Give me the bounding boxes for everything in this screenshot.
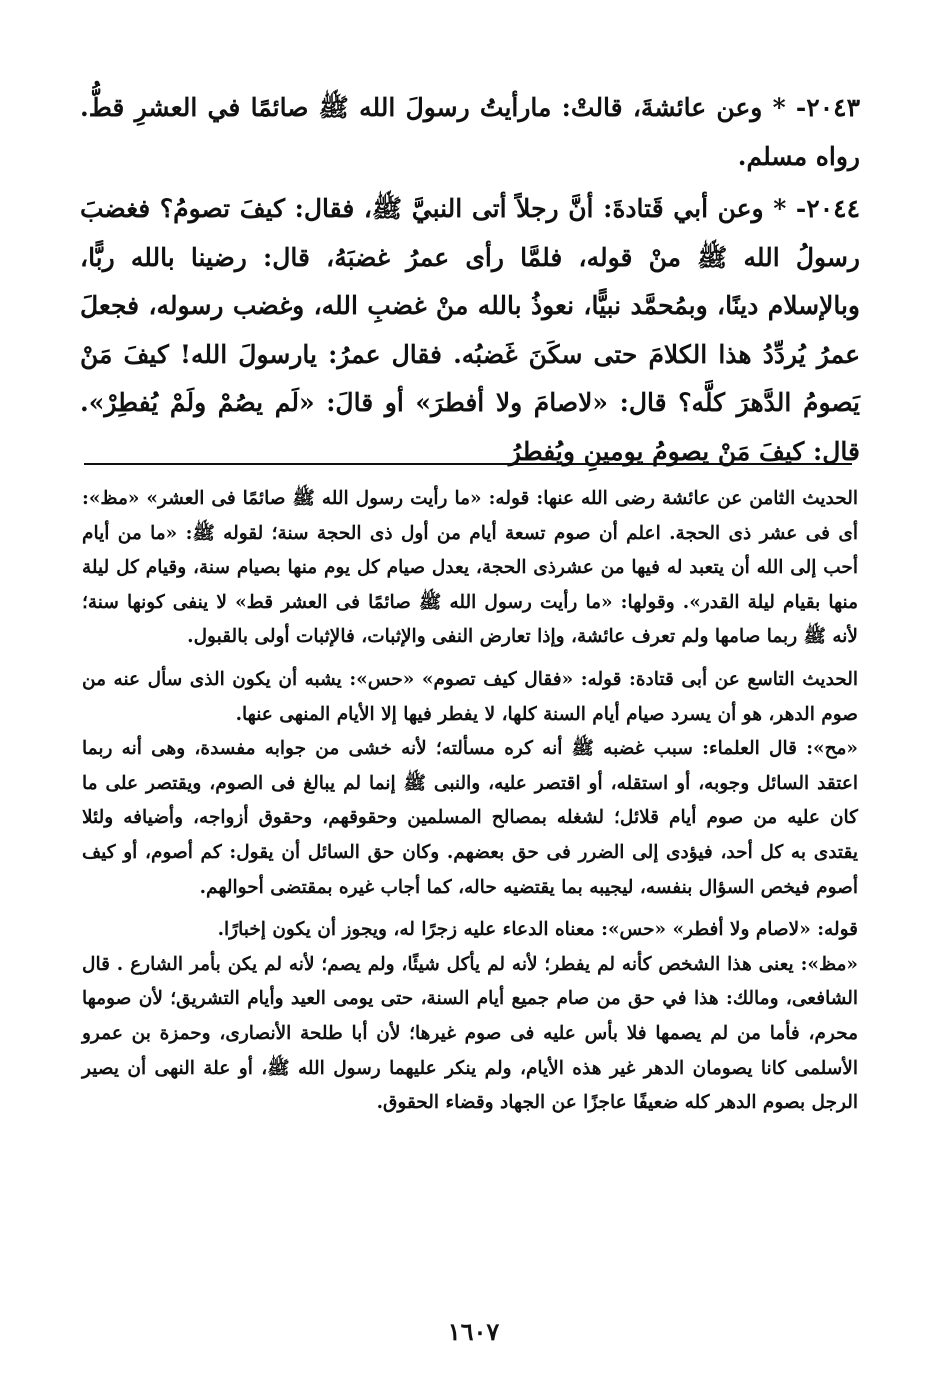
hadith-text [80, 84, 860, 480]
commentary-paragraph: قوله: «لاصام ولا أفطر» «حس»: معناه الدعاء عليه زجرًا له، ويجوز أن يكون إخبارًا. [217, 919, 858, 941]
commentary-paragraph: «مح»: قال العلماء: سبب غضبه ﷺ أنه كره مسألته؛ لأنه خشى من جوابه مفسدة، وهى أنه ربما اعتقد السائل وجوبه، أو استقله، أو اقتصر عليه، والنبى ﷺ إنما لم يبالغ فى الصوم، ويقتصر على ما كان عليه من صوم أيام قلائل؛ لشغله بمصالح المسلمين وحقوقهم، وحقوق أزواجه، وأضيافه ولئلا يقتدى به كل أحد، فيؤدى إلى الضرر فى حق بعضهم. وكان حق السائل أن يقول: كم أصوم، أو كيف أصوم فيخص السؤال بنفسه، ليجيبه بما يقتضيه حاله، كما أجاب غيره بمقتضى أحوالهم. [82, 738, 858, 898]
footnote-separator [84, 463, 852, 465]
hadith-2043: ٢٠٤٣- * وعن عائشةَ، قالتْ: مارأيتُ رسولَ الله ﷺ صائمًا في العشرِ قطُّ. رواه مسلم. [80, 93, 860, 171]
commentary [82, 482, 858, 1129]
commentary-paragraph: الحديث الثامن عن عائشة رضى الله عنها: قوله: «ما رأيت رسول الله ﷺ صائمًا فى العشر» «مظ»: أى فى عشر ذى الحجة. اعلم أن صوم تسعة أيام من أول ذى الحجة سنة؛ لقوله ﷺ: «ما من أيام أحب إلى الله أن يتعبد له فيها من عشرذى الحجة، يعدل صيام كل يوم منها بصيام سنة، وقيام كل ليلة منها بقيام ليلة القدر». وقولها: «ما رأيت رسول الله ﷺ صائمًا فى العشر قط» لا ينفى كونها سنة؛ لأنه ﷺ ربما صامها ولم تعرف عائشة، وإذا تعارض النفى والإثبات، فالإثبات أولى بالقبول. [82, 488, 858, 648]
commentary-paragraph: «مظ»: يعنى هذا الشخص كأنه لم يفطر؛ لأنه لم يأكل شيئًا، ولم يصم؛ لأنه لم يكن بأمر الشارع . قال الشافعى، ومالك: هذا في حق من صام جميع أيام السنة، حتى يومى العيد وأيام التشريق؛ لأن صومها محرم، فأما من لم يصمها فلا بأس عليه فى صوم غيرها؛ لأن أبا طلحة الأنصارى، وحمزة بن عمرو الأسلمى كانا يصومان الدهر غير هذه الأيام، ولم ينكر عليهما رسول الله ﷺ، أو علة النهى أن يصير الرجل بصوم الدهر كله ضعيفًا عاجزًا عن الجهاد وقضاء الحقوق. [82, 953, 858, 1114]
page-number: ١٦٠٧ [447, 1317, 500, 1346]
hadith-2044: ٢٠٤٤- * وعن أبي قَتادةَ: أنَّ رجلاً أتى النبيَّ ﷺ، فقال: كيفَ تصومُ؟ فغضبَ رسولُ الله ﷺ منْ قوله، فلمَّا رأى عمرُ غضبَهُ، قال: رضينا بالله ربًّا، وبالإسلام دينًا، وبمُحمَّد نبيًّا، نعوذُ بالله منْ غضبِ الله، وغضب رسوله، فجعلَ عمرُ يُردِّدُ هذا الكلامَ حتى سكَنَ غَضبُه. فقال عمرُ: يارسولَ الله! كيفَ مَنْ يَصومُ الدَّهرَ كلَّه؟ قال: «لاصامَ ولا أفطرَ» أو قالَ: «لَم يصُمْ ولَمْ يُفطِرْ». قال: كيفَ مَنْ يصومُ يومينِ ويُفطرُ [80, 194, 860, 466]
commentary-paragraph: الحديث التاسع عن أبى قتادة: قوله: «فقال كيف تصوم» «حس»: يشبه أن يكون الذى سأل عنه من صوم الدهر، هو أن يسرد صيام أيام السنة كلها، لا يفطر فيها إلا الأيام المنهى عنها. [82, 668, 858, 725]
